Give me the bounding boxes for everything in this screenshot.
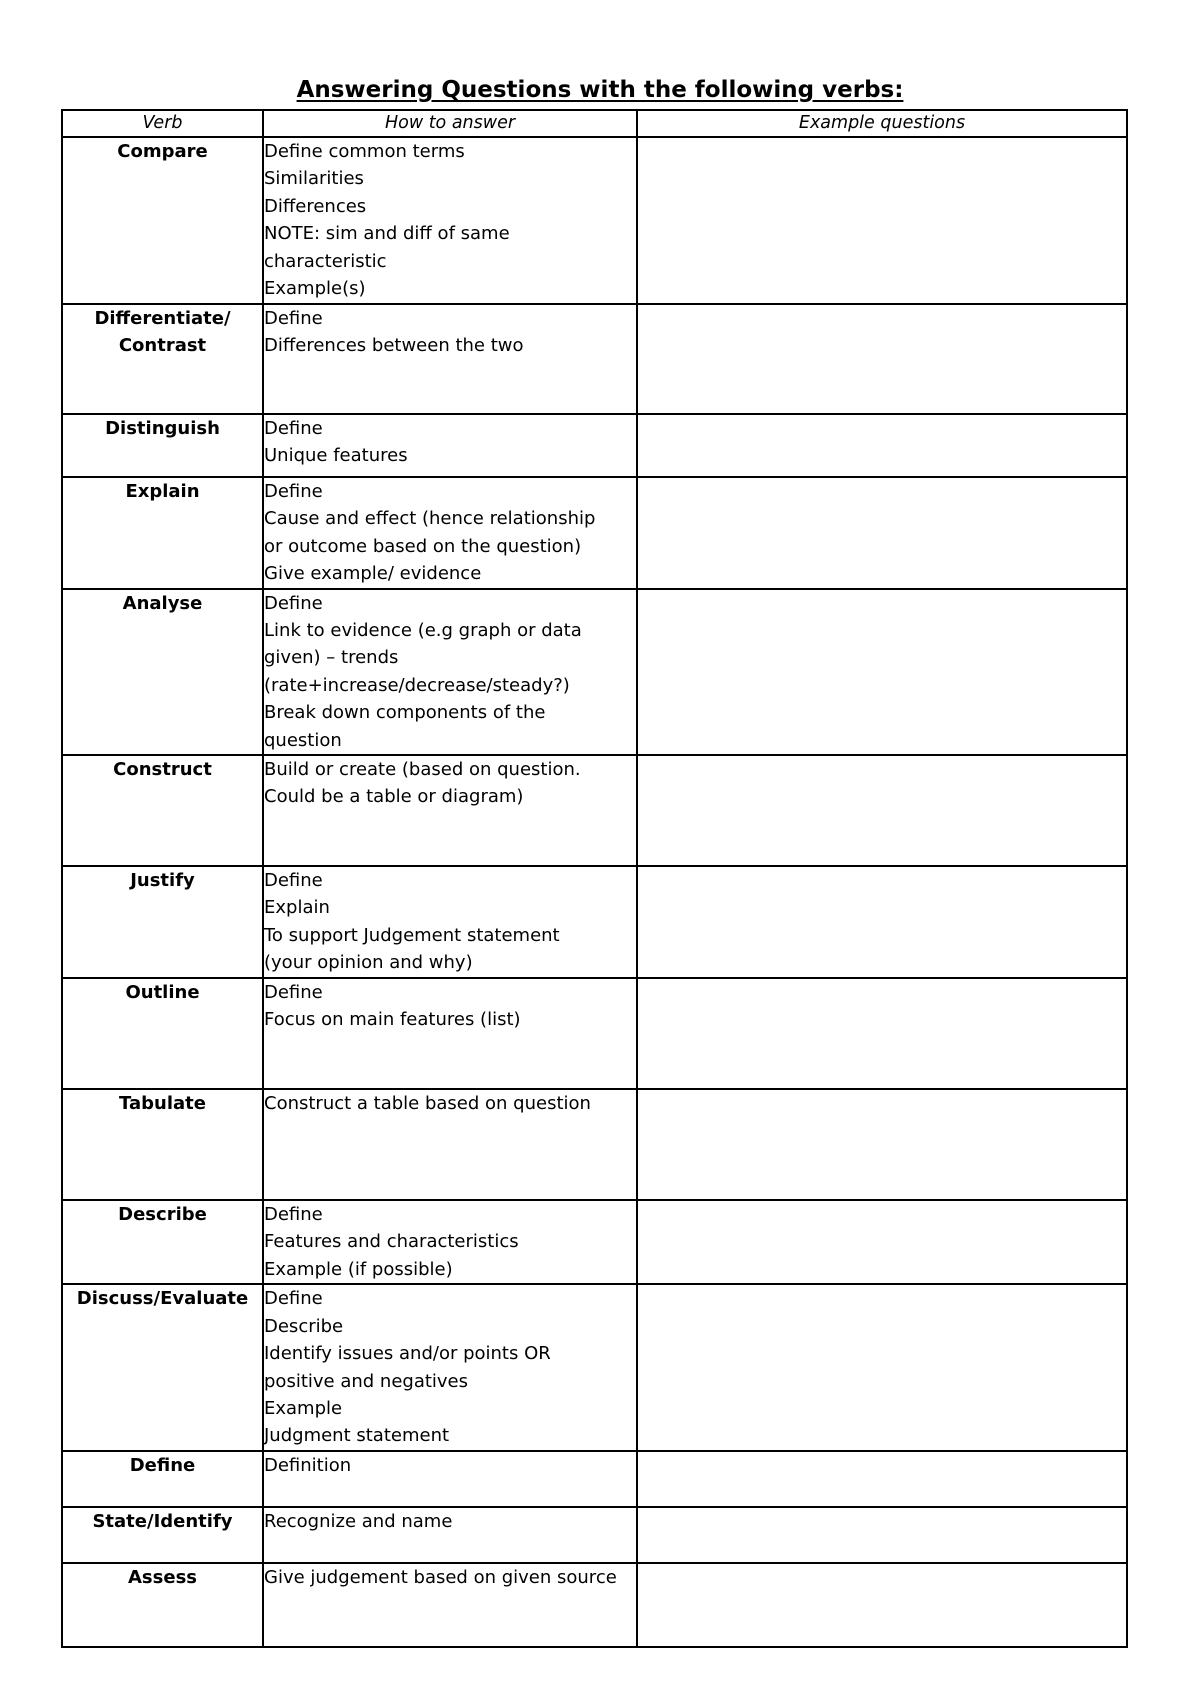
how-to-answer-line: Construct a table based on question [264,1093,591,1115]
how-to-answer-line: Give judgement based on given source [264,1567,617,1589]
how-to-answer-cell [263,1200,637,1284]
example-questions-cell [637,1507,1127,1563]
how-to-answer-line: Break down components of the [264,702,546,724]
how-to-answer-cell [263,1563,637,1647]
example-questions-cell [637,1284,1127,1451]
how-to-answer-line: Define [264,870,323,892]
table-row [62,755,1127,866]
how-to-answer-line: Example (if possible) [264,1258,453,1280]
how-to-answer-line: question [264,729,342,751]
example-questions-cell [637,477,1127,589]
how-to-answer-line: or outcome based on the question) [264,535,582,557]
how-to-answer-line: Example(s) [264,278,366,300]
verb-cell [62,137,263,304]
table-row [62,589,1127,755]
example-questions-cell [637,414,1127,477]
table-row [62,1089,1127,1200]
page-title: Answering Questions with the following verbs: [296,77,904,103]
verb-text: Discuss/Evaluate [76,1288,249,1310]
verb-cell [62,755,263,866]
verb-text: Contrast [118,335,207,357]
table-row [62,1507,1127,1563]
verb-cell [62,1451,263,1507]
verb-cell [62,414,263,477]
how-to-answer-line: Define [264,418,323,439]
how-to-answer-line: Link to evidence (e.g graph or data [264,620,582,642]
how-to-answer-cell [263,304,637,414]
verb-text: State/Identify [92,1511,233,1533]
verb-text: Explain [125,481,200,502]
verb-text: Outline [125,982,200,1004]
verb-text: Define [129,1455,196,1477]
how-to-answer-cell [263,1284,637,1451]
how-to-answer-line: Give example/ evidence [264,563,482,585]
how-to-answer-line: Example [264,1397,343,1419]
example-questions-cell [637,978,1127,1089]
how-to-answer-line: Recognize and name [264,1511,453,1533]
example-questions-cell [637,1089,1127,1200]
how-to-answer-line: Define [264,592,323,614]
how-to-answer-line: (your opinion and why) [264,952,473,974]
table-row [62,414,1127,477]
verb-cell [62,304,263,414]
how-to-answer-line: Definition [264,1455,352,1477]
header-verb: Verb [62,110,263,137]
verb-cell [62,589,263,755]
verb-cell [62,1563,263,1647]
example-questions-cell [637,589,1127,755]
table-row [62,477,1127,589]
how-to-answer-line: Unique features [264,445,408,467]
how-to-answer-line: Similarities [264,168,364,190]
example-questions-cell [637,1200,1127,1284]
table-row [62,304,1127,414]
verb-cell [62,978,263,1089]
verb-text: Analyse [122,592,203,614]
verb-text: Assess [128,1567,197,1589]
table-row [62,1563,1127,1647]
how-to-answer-line: NOTE: sim and diff of same [264,223,510,245]
verb-text: Tabulate [119,1093,206,1115]
how-to-answer-line: Define common terms [264,141,465,162]
verb-text: Justify [130,870,195,892]
how-to-answer-line: Differences between the two [264,335,524,357]
how-to-answer-cell [263,1089,637,1200]
table-row [62,1200,1127,1284]
how-to-answer-line: Define [264,1288,323,1310]
example-questions-cell [637,755,1127,866]
table-body [62,137,1127,1647]
example-questions-cell [637,304,1127,414]
table-row [62,1284,1127,1451]
how-to-answer-cell [263,978,637,1089]
how-to-answer-line: Define [264,308,323,329]
how-to-answer-line: Features and characteristics [264,1231,519,1253]
header-how-to-answer: How to answer [263,110,637,137]
how-to-answer-line: Differences [264,195,367,217]
example-questions-cell [637,1563,1127,1647]
how-to-answer-cell [263,477,637,589]
example-questions-cell [637,1451,1127,1507]
table-header-row [62,110,1127,137]
table-row [62,978,1127,1089]
verb-cell [62,1200,263,1284]
how-to-answer-line: Explain [264,897,330,919]
table-row [62,866,1127,978]
example-questions-cell [637,137,1127,304]
verb-text: Describe [118,1204,207,1226]
how-to-answer-line: Focus on main features (list) [264,1009,521,1031]
how-to-answer-line: Define [264,982,323,1004]
table-row [62,137,1127,304]
verb-cell [62,477,263,589]
how-to-answer-cell [263,414,637,477]
verb-text: Differentiate/ [94,308,231,329]
how-to-answer-cell [263,866,637,978]
verb-text: Compare [117,141,208,162]
how-to-answer-line: Define [264,481,323,502]
how-to-answer-cell [263,755,637,866]
verb-cell [62,1284,263,1451]
verbs-table [61,109,1128,1648]
verb-cell [62,866,263,978]
how-to-answer-line: Define [264,1204,323,1226]
how-to-answer-line: To support Judgement statement [264,924,560,946]
how-to-answer-line: (rate+increase/decrease/steady?) [264,674,570,696]
how-to-answer-line: Describe [264,1315,344,1337]
how-to-answer-cell [263,137,637,304]
how-to-answer-cell [263,1451,637,1507]
how-to-answer-line: Could be a table or diagram) [264,786,524,808]
how-to-answer-line: Judgment statement [264,1425,450,1447]
verb-text: Distinguish [105,418,220,439]
how-to-answer-line: given) – trends [264,647,399,669]
how-to-answer-line: positive and negatives [264,1370,469,1392]
how-to-answer-line: Build or create (based on question. [264,759,581,781]
verb-cell [62,1089,263,1200]
header-example-questions: Example questions [637,110,1127,137]
how-to-answer-line: characteristic [264,250,387,272]
how-to-answer-line: Identify issues and/or points OR [264,1343,551,1365]
verb-text: Construct [113,759,212,781]
table-row [62,1451,1127,1507]
how-to-answer-cell [263,589,637,755]
verb-cell [62,1507,263,1563]
example-questions-cell [637,866,1127,978]
how-to-answer-line: Cause and effect (hence relationship [264,508,596,530]
how-to-answer-cell [263,1507,637,1563]
